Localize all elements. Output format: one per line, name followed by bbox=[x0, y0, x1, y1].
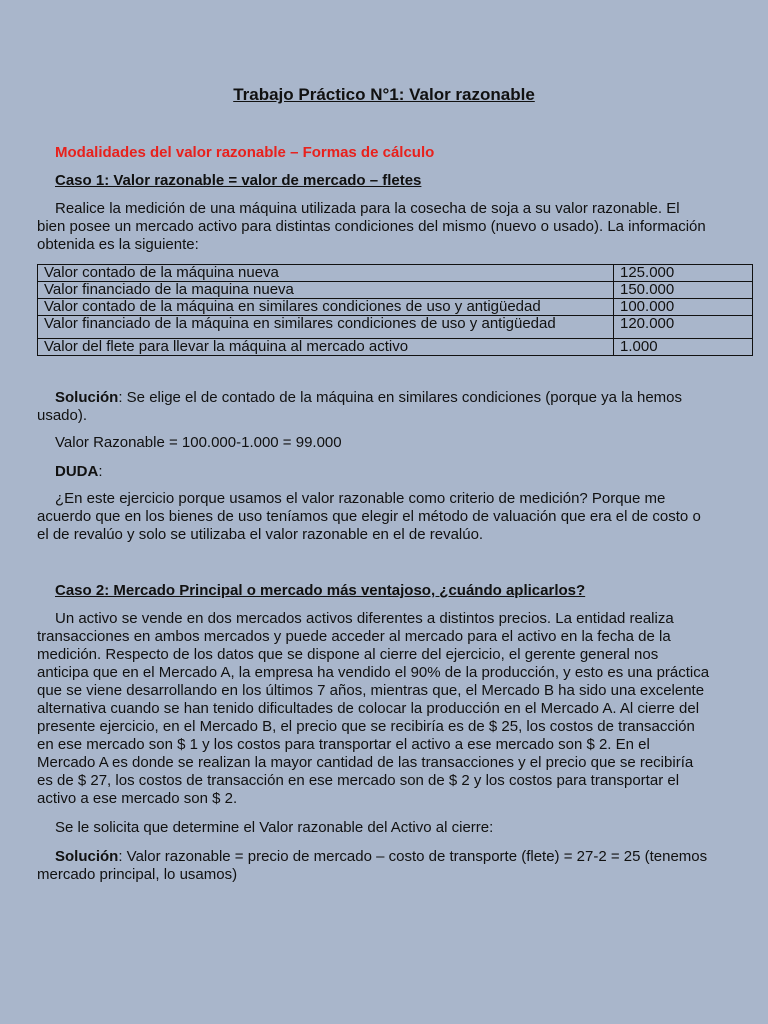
duda-line: acuerdo que en los bienes de uso teníamos que elegir el método de valuación que era el de costo o bbox=[37, 508, 701, 525]
table-row bbox=[38, 282, 753, 299]
caso2-line: Un activo se vende en dos mercados activos diferentes a distintos precios. La entidad realiza bbox=[55, 610, 674, 627]
caso2-line: activo a ese mercado son $ 2. bbox=[37, 790, 238, 807]
caso2-request: Se le solicita que determine el Valor razonable del Activo al cierre: bbox=[55, 819, 494, 836]
solucion-text: : Se elige el de contado de la máquina en similares condiciones (porque ya la hemos bbox=[118, 389, 683, 406]
caso1-intro-line: Realice la medición de una máquina utilizada para la cosecha de soja a su valor razonable. El bbox=[55, 200, 680, 217]
section-heading: Modalidades del valor razonable – Formas de cálculo bbox=[55, 144, 435, 161]
caso2-body bbox=[37, 610, 737, 808]
solucion-text: mercado principal, lo usamos) bbox=[37, 866, 238, 883]
caso1-heading: Caso 1: Valor razonable = valor de mercado – fletes bbox=[55, 172, 422, 189]
caso2-solucion bbox=[37, 848, 737, 884]
duda-label: DUDA bbox=[55, 463, 99, 480]
page-title: Trabajo Práctico N°1: Valor razonable bbox=[233, 85, 535, 104]
caso2-line: Mercado A es donde se realizan la mayor cantidad de las transacciones y el precio que se recibiría bbox=[37, 754, 694, 771]
duda-heading: DUDA: bbox=[55, 463, 103, 480]
solucion-label: Solución bbox=[55, 848, 119, 865]
table-cell-label: Valor contado de la máquina nueva bbox=[38, 265, 614, 282]
caso2-line: que se viene desarrollando en los últimos 7 años, mientras que, el Mercado B ha sido una excelente bbox=[37, 682, 705, 699]
caso2-line: alternativa cuando se han tenido dificultades de colocar la producción en el Mercado A. Al cierre del bbox=[37, 700, 700, 717]
caso2-line: es de $ 27, los costos de transacción en ese mercado son de $ 2 y los costos para transportar el bbox=[37, 772, 680, 789]
caso2-line: en ese mercado son $ 1 y los costos para transportar el activo a ese mercado son $ 2. En el bbox=[37, 736, 650, 753]
caso1-formula: Valor Razonable = 100.000-1.000 = 99.000 bbox=[55, 434, 342, 451]
table-cell-value: 100.000 bbox=[614, 299, 753, 316]
caso1-data-table bbox=[37, 264, 753, 356]
table-cell-value: 125.000 bbox=[614, 265, 753, 282]
caso2-line: medición. Respecto de los datos que se dispone al cierre del ejercicio, el gerente general nos bbox=[37, 646, 659, 663]
table-row bbox=[38, 265, 753, 282]
solucion-text: usado). bbox=[37, 407, 88, 424]
caso1-intro bbox=[37, 200, 737, 254]
caso1-intro-line: bien posee un mercado activo para distintas condiciones del mismo (nuevo o usado). La información bbox=[37, 218, 706, 235]
caso2-line: anticipa que en el Mercado A, la empresa ha vendido el 90% de la producción, y esto es una práctica bbox=[37, 664, 710, 681]
table-cell-label: Valor del flete para llevar la máquina al mercado activo bbox=[38, 339, 614, 356]
caso1-intro-line: obtenida es la siguiente: bbox=[37, 236, 199, 253]
caso2-line: presente ejercicio, en el Mercado B, el precio que se recibiría es de $ 25, los costos de transacción bbox=[37, 718, 695, 735]
table-cell-value: 120.000 bbox=[614, 316, 753, 339]
caso1-solucion bbox=[37, 389, 737, 425]
caso2-line: transacciones en ambos mercados y puede acceder al mercado para el activo en la fecha de la bbox=[37, 628, 671, 645]
table-cell-label: Valor financiado de la maquina nueva bbox=[38, 282, 614, 299]
solucion-label: Solución bbox=[55, 389, 119, 406]
table-row bbox=[38, 299, 753, 316]
duda-line: ¿En este ejercicio porque usamos el valor razonable como criterio de medición? Porque me bbox=[55, 490, 666, 507]
table-row bbox=[38, 316, 753, 339]
duda-text bbox=[37, 490, 737, 544]
table-cell-value: 150.000 bbox=[614, 282, 753, 299]
table-cell-label: Valor financiado de la máquina en similares condiciones de uso y antigüedad bbox=[38, 316, 614, 339]
solucion-text: : Valor razonable = precio de mercado – costo de transporte (flete) = 27-2 = 25 (tenemos bbox=[118, 848, 708, 865]
caso2-heading: Caso 2: Mercado Principal o mercado más ventajoso, ¿cuándo aplicarlos? bbox=[55, 582, 586, 599]
table-cell-label: Valor contado de la máquina en similares condiciones de uso y antigüedad bbox=[38, 299, 614, 316]
table-row bbox=[38, 339, 753, 356]
duda-line: el de revalúo y solo se utilizaba el valor razonable en el de revalúo. bbox=[37, 526, 484, 543]
table-cell-value: 1.000 bbox=[614, 339, 753, 356]
